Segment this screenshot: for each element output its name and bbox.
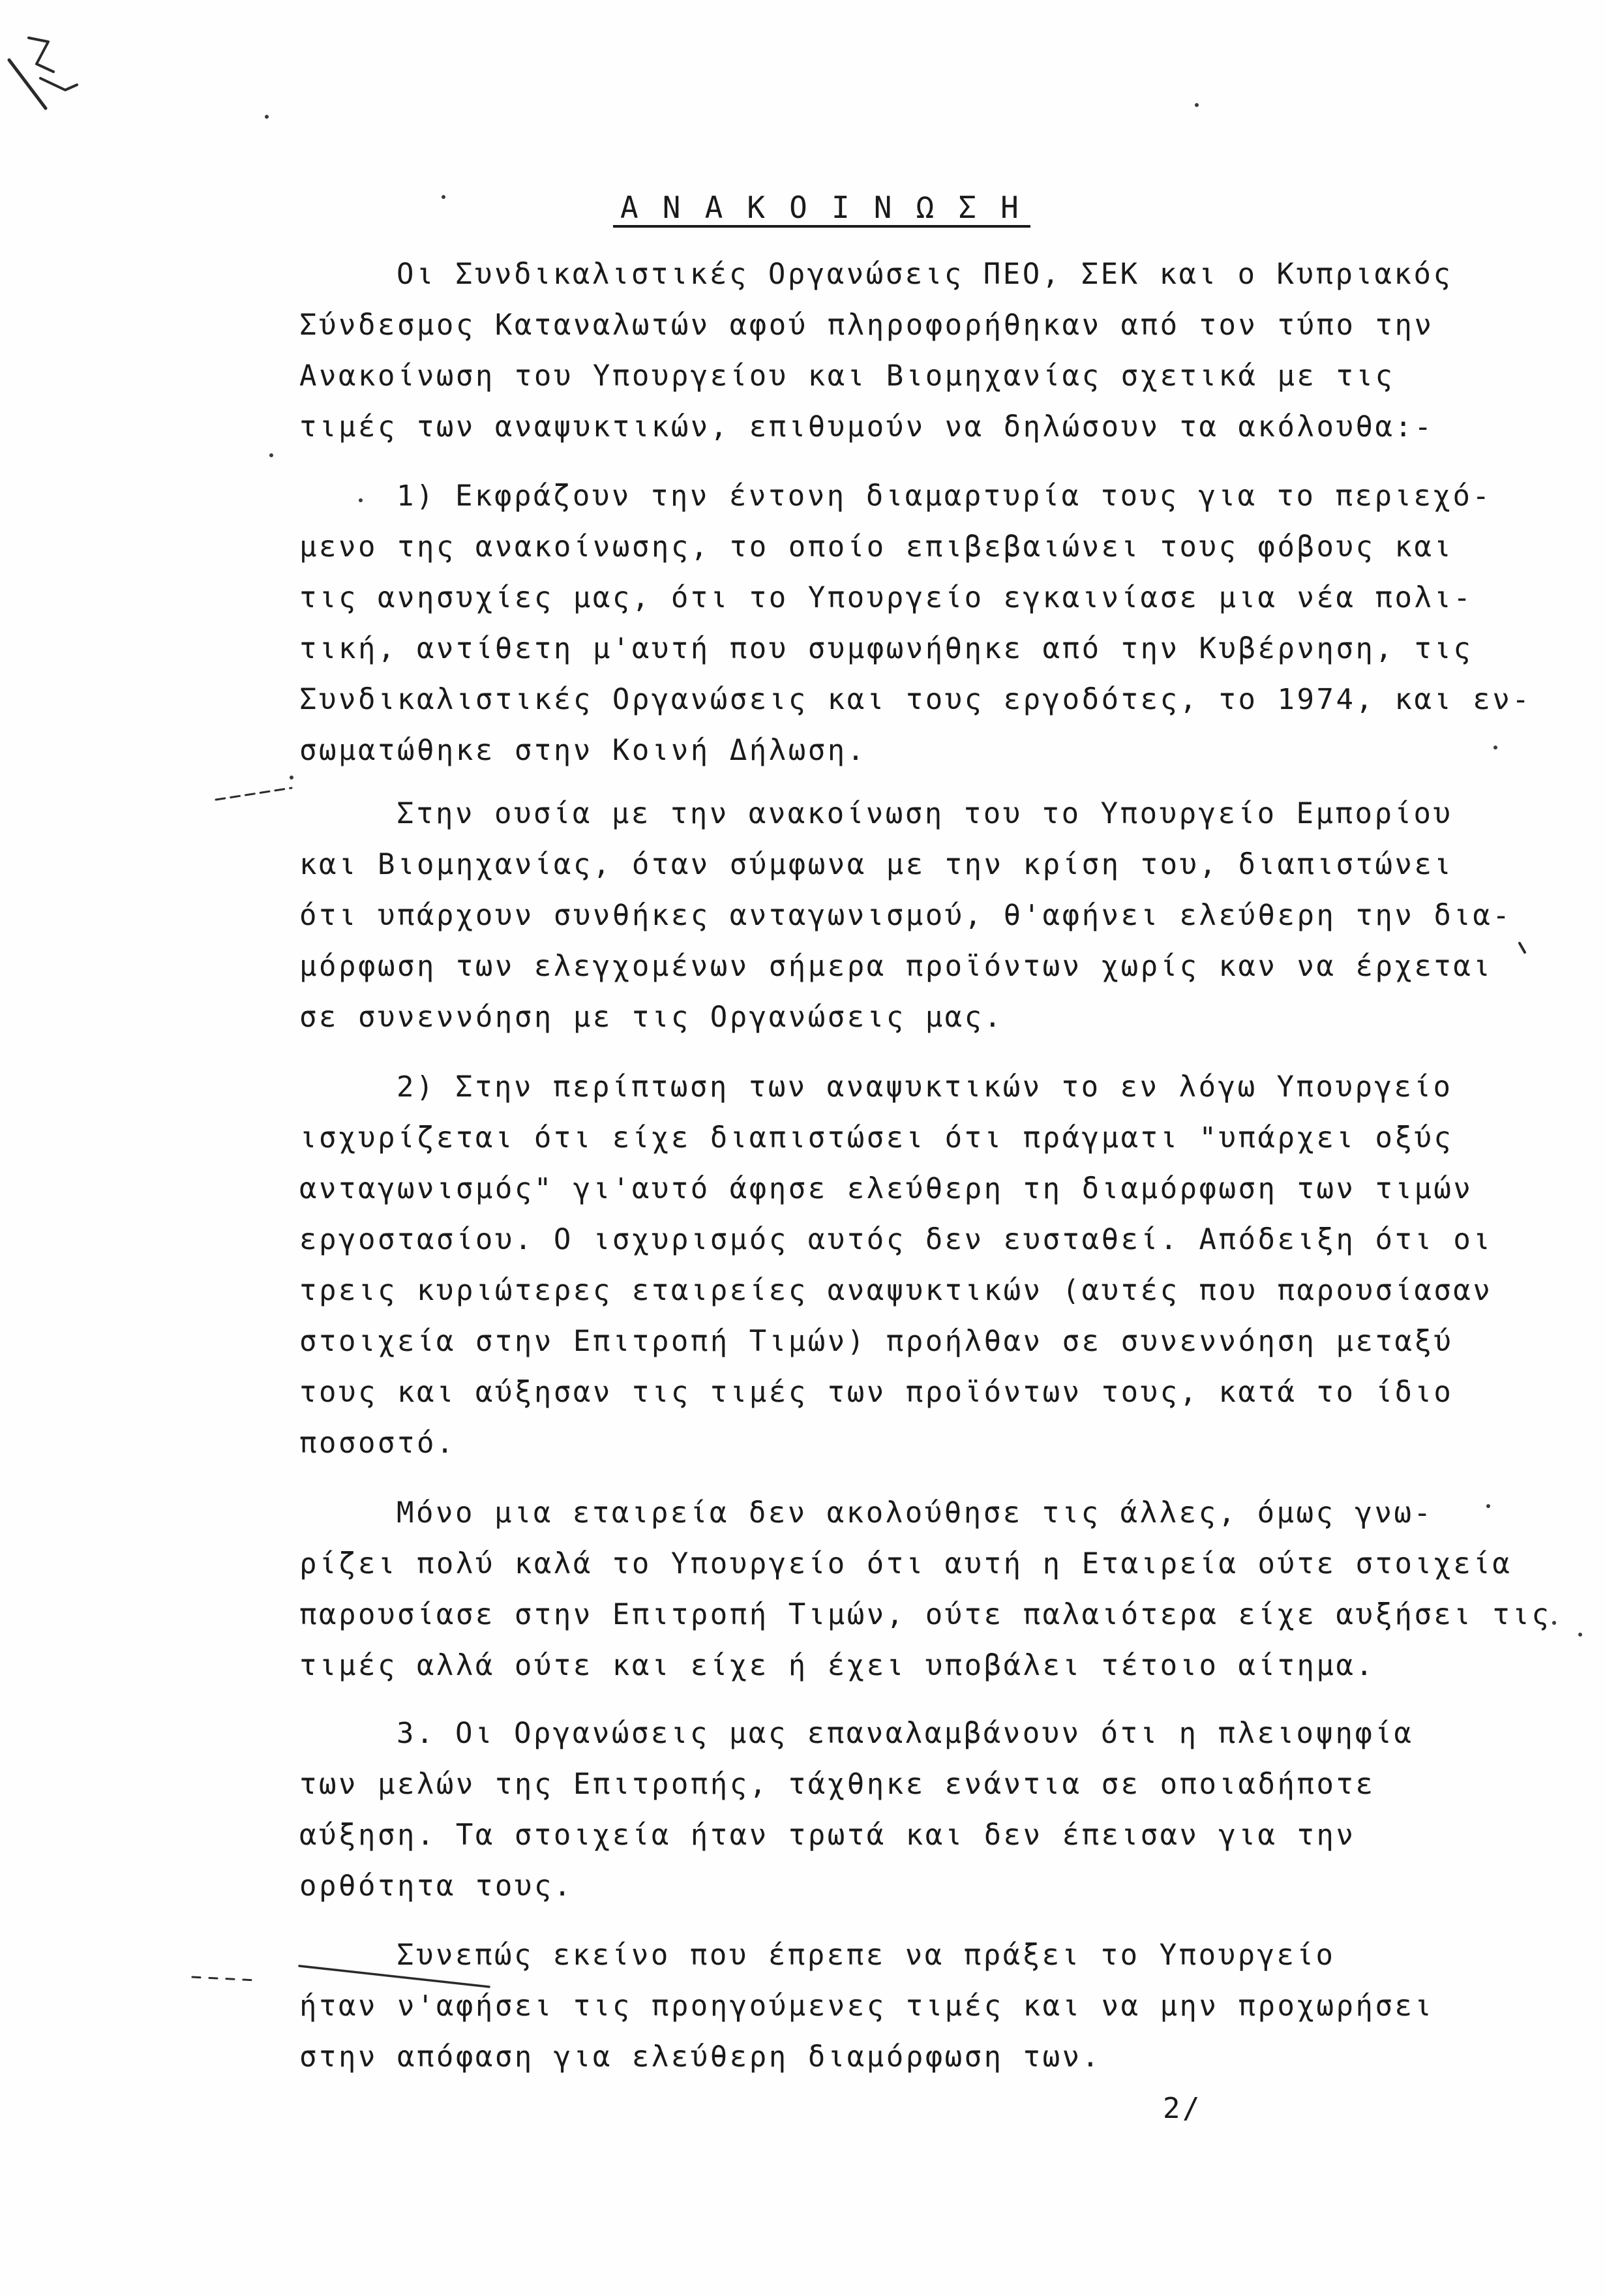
text-line: σε συνεννόηση με τις Οργανώσεις μας.	[299, 1001, 1004, 1034]
paragraph-intro	[299, 249, 1591, 453]
paragraph-point-1-cont	[299, 789, 1591, 1043]
stray-dot	[1195, 103, 1199, 107]
text-line: Ανακοίνωση του Υπουργείου και Βιομηχανίας σχετικά με τις	[299, 359, 1395, 393]
text-line: ανταγωνισμός" γι'αυτό άφησε ελεύθερη τη διαμόρφωση των τιμών	[299, 1172, 1473, 1205]
paragraph-point-1	[299, 471, 1591, 776]
pen-mark	[9, 60, 46, 108]
text-line: Στην ουσία με την ανακοίνωση του το Υπουργείο Εμπορίου	[397, 797, 1453, 830]
stray-dot	[269, 453, 273, 457]
title-underline	[613, 225, 1030, 228]
stray-dot	[290, 776, 293, 779]
text-line: τους και αύξησαν τις τιμές των προϊόντων τους, κατά το ίδιο	[299, 1376, 1454, 1409]
text-line: ήταν ν'αφήσει τις προηγούμενες τιμές και να μην προχωρήσει	[299, 1989, 1434, 2023]
text-line: στην απόφαση για ελεύθερη διαμόρφωση των.	[299, 2040, 1102, 2074]
text-line: 3. Οι Οργανώσεις μας επαναλαμβάνουν ότι η πλειοψηφία	[397, 1717, 1414, 1750]
pen-mark	[29, 38, 77, 90]
text-line: Συνεπώς εκείνο που έπρεπε να πράξει το Υπουργείο	[397, 1939, 1336, 1972]
paragraph-point-3	[299, 1708, 1591, 1912]
text-line: εργοστασίου. Ο ισχυρισμός αυτός δεν ευσταθεί. Απόδειξη ότι οι	[299, 1223, 1493, 1256]
text-line: 2) Στην περίπτωση των αναψυκτικών το εν λόγω Υπουργείο	[397, 1070, 1453, 1104]
text-line: τιμές των αναψυκτικών, επιθυμούν να δηλώσουν τα ακόλουθα:-	[299, 410, 1434, 444]
margin-dash	[216, 788, 292, 800]
text-line: ορθότητα τους.	[299, 1869, 573, 1903]
text-line: τις ανησυχίες μας, ότι το Υπουργείο εγκαινίασε μια νέα πολι-	[299, 581, 1473, 614]
stray-dot	[265, 115, 269, 119]
text-line: αύξηση. Τα στοιχεία ήταν τρωτά και δεν έπεισαν για την	[299, 1819, 1356, 1852]
page-number: 2/	[1163, 2092, 1202, 2125]
text-line: Οι Συνδικαλιστικές Οργανώσεις ΠΕΟ, ΣΕΚ και ο Κυπριακός	[397, 258, 1453, 291]
text-line: 1) Εκφράζουν την έντονη διαμαρτυρία τους για το περιεχό-	[397, 479, 1492, 513]
text-line: σωματώθηκε στην Κοινή Δήλωση.	[299, 734, 867, 767]
text-line: ότι υπάρχουν συνθήκες ανταγωνισμού, θ'αφήνει ελεύθερη την δια-	[299, 899, 1512, 932]
text-line: ρίζει πολύ καλά το Υπουργείο ότι αυτή η Εταιρεία ούτε στοιχεία	[299, 1547, 1512, 1580]
text-line: μενο της ανακοίνωσης, το οποίο επιβεβαιώνει τους φόβους και	[299, 530, 1454, 564]
text-line: Σύνδεσμος Καταναλωτών αφού πληροφορήθηκαν από τον τύπο την	[299, 309, 1434, 342]
text-line: μόρφωση των ελεγχομένων σήμερα προϊόντων χωρίς καν να έρχεται	[299, 950, 1493, 983]
text-line: και Βιομηχανίας, όταν σύμφωνα με την κρίση του, διαπιστώνει	[299, 848, 1454, 881]
stray-dot	[442, 195, 445, 199]
text-line: παρουσίασε στην Επιτροπή Τιμών, ούτε παλαιότερα είχε αυξήσει τις	[299, 1598, 1552, 1631]
text-line: των μελών της Επιτροπής, τάχθηκε ενάντια σε οποιαδήποτε	[299, 1768, 1375, 1801]
text-line: τική, αντίθετη μ'αυτή που συμφωνήθηκε από την Κυβέρνηση, τις	[299, 632, 1473, 665]
text-line: Μόνο μια εταιρεία δεν ακολούθησε τις άλλες, όμως γνω-	[397, 1496, 1433, 1530]
paragraph-point-2-cont	[299, 1488, 1591, 1691]
paragraph-point-2	[299, 1062, 1591, 1469]
text-line: τρεις κυριώτερες εταιρείες αναψυκτικών (αυτές που παρουσίασαν	[299, 1274, 1493, 1307]
document-title: Α Ν Α Κ Ο Ι Ν Ω Σ Η	[620, 190, 1022, 225]
text-line: τιμές αλλά ούτε και είχε ή έχει υποβάλει τέτοιο αίτημα.	[299, 1649, 1375, 1682]
text-line: ποσοστό.	[299, 1427, 456, 1460]
text-line: Συνδικαλιστικές Οργανώσεις και τους εργοδότες, το 1974, και εν-	[299, 683, 1532, 716]
text-line: ισχυρίζεται ότι είχε διαπιστώσει ότι πράγματι "υπάρχει οξύς	[299, 1121, 1454, 1155]
margin-dash	[192, 1977, 256, 1980]
paragraph-conclusion	[299, 1930, 1591, 2083]
text-line: στοιχεία στην Επιτροπή Τιμών) προήλθαν σε συνεννόηση μεταξύ	[299, 1325, 1454, 1358]
